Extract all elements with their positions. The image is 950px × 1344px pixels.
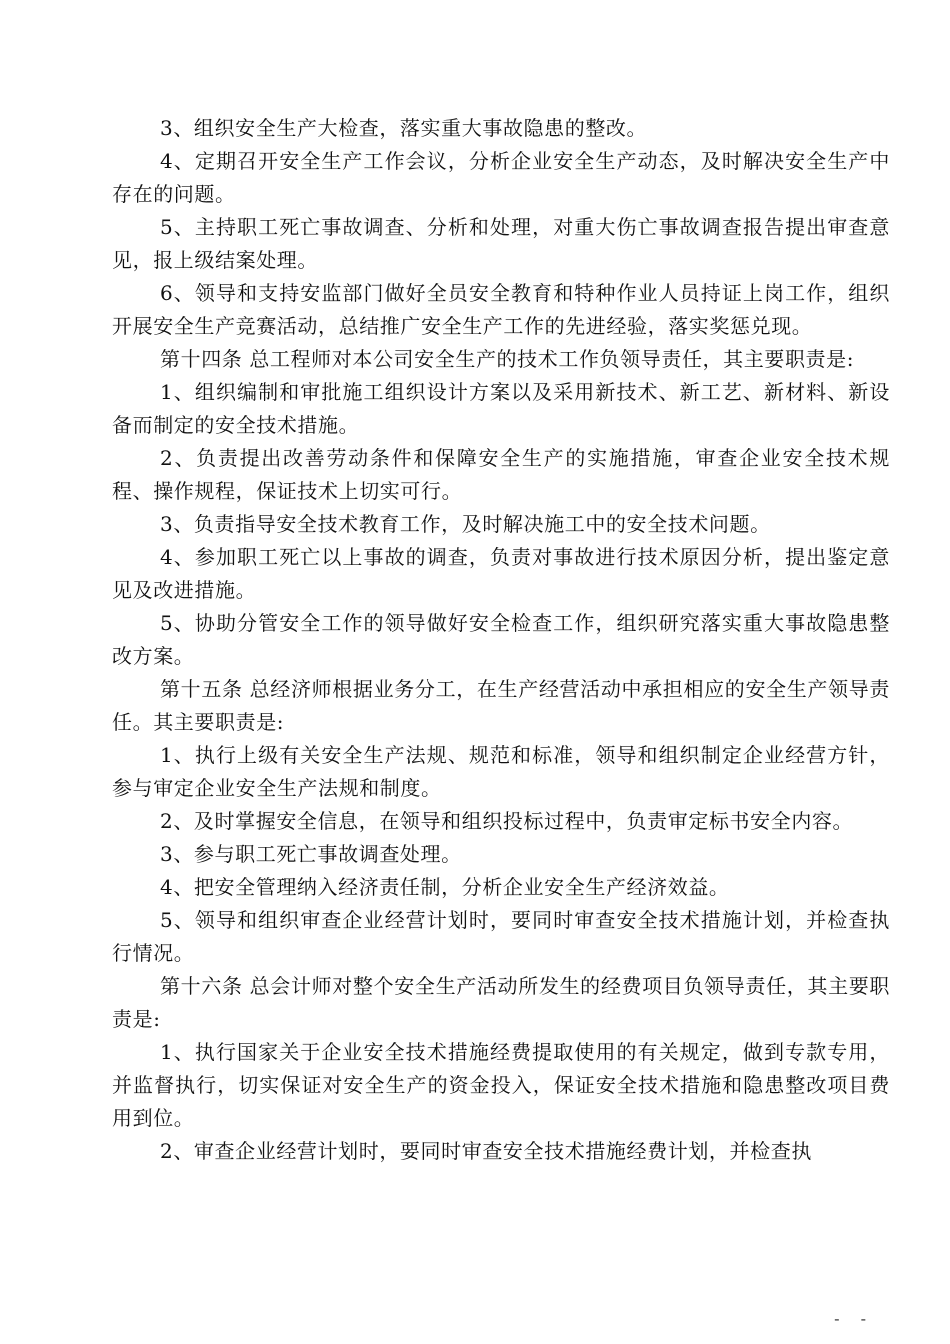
paragraph: 1、组织编制和审批施工组织设计方案以及采用新技术、新工艺、新材料、新设备而制定的安全技术措施。 [112,380,890,437]
page-footer-mark: - - [834,1309,874,1328]
article-heading-14: 第十四条 总工程师对本公司安全生产的技术工作负领导责任，其主要职责是: [160,347,855,371]
paragraph: 3、组织安全生产大检查，落实重大事故隐患的整改。 [160,116,648,140]
paragraph: 2、及时掌握安全信息，在领导和组织投标过程中，负责审定标书安全内容。 [160,809,854,833]
paragraph: 3、参与职工死亡事故调查处理。 [160,842,462,866]
paragraph: 3、负责指导安全技术教育工作，及时解决施工中的安全技术问题。 [160,512,771,536]
paragraph: 4、把安全管理纳入经济责任制，分析企业安全生产经济效益。 [160,875,730,899]
paragraph: 1、执行国家关于企业安全技术措施经费提取使用的有关规定，做到专款专用，并监督执行，切实保证对安全生产的资金投入，保证安全技术措施和隐患整改项目费用到位。 [112,1040,890,1130]
paragraph: 4、参加职工死亡以上事故的调查，负责对事故进行技术原因分析，提出鉴定意见及改进措施。 [112,545,890,602]
paragraph: 5、主持职工死亡事故调查、分析和处理，对重大伤亡事故调查报告提出审查意见，报上级结案处理。 [112,215,890,272]
paragraph: 6、领导和支持安监部门做好全员安全教育和特种作业人员持证上岗工作，组织开展安全生产竞赛活动，总结推广安全生产工作的先进经验，落实奖惩兑现。 [112,281,890,338]
paragraph: 5、协助分管安全工作的领导做好安全检查工作，组织研究落实重大事故隐患整改方案。 [112,611,890,668]
article-heading-15: 第十五条 总经济师根据业务分工，在生产经营活动中承担相应的安全生产领导责任。其主要职责是: [112,677,890,734]
article-heading-16: 第十六条 总会计师对整个安全生产活动所发生的经费项目负领导责任，其主要职责是: [112,974,890,1031]
paragraph: 2、负责提出改善劳动条件和保障安全生产的实施措施，审查企业安全技术规程、操作规程，保证技术上切实可行。 [112,446,890,503]
paragraph: 2、审查企业经营计划时，要同时审查安全技术措施经费计划，并检查执 [160,1139,812,1163]
paragraph: 4、定期召开安全生产工作会议，分析企业安全生产动态，及时解决安全生产中存在的问题。 [112,149,890,206]
document-body [112,112,890,1168]
paragraph: 1、执行上级有关安全生产法规、规范和标准，领导和组织制定企业经营方针，参与审定企业安全生产法规和制度。 [112,743,890,800]
paragraph: 5、领导和组织审查企业经营计划时，要同时审查安全技术措施计划，并检查执行情况。 [112,908,890,965]
